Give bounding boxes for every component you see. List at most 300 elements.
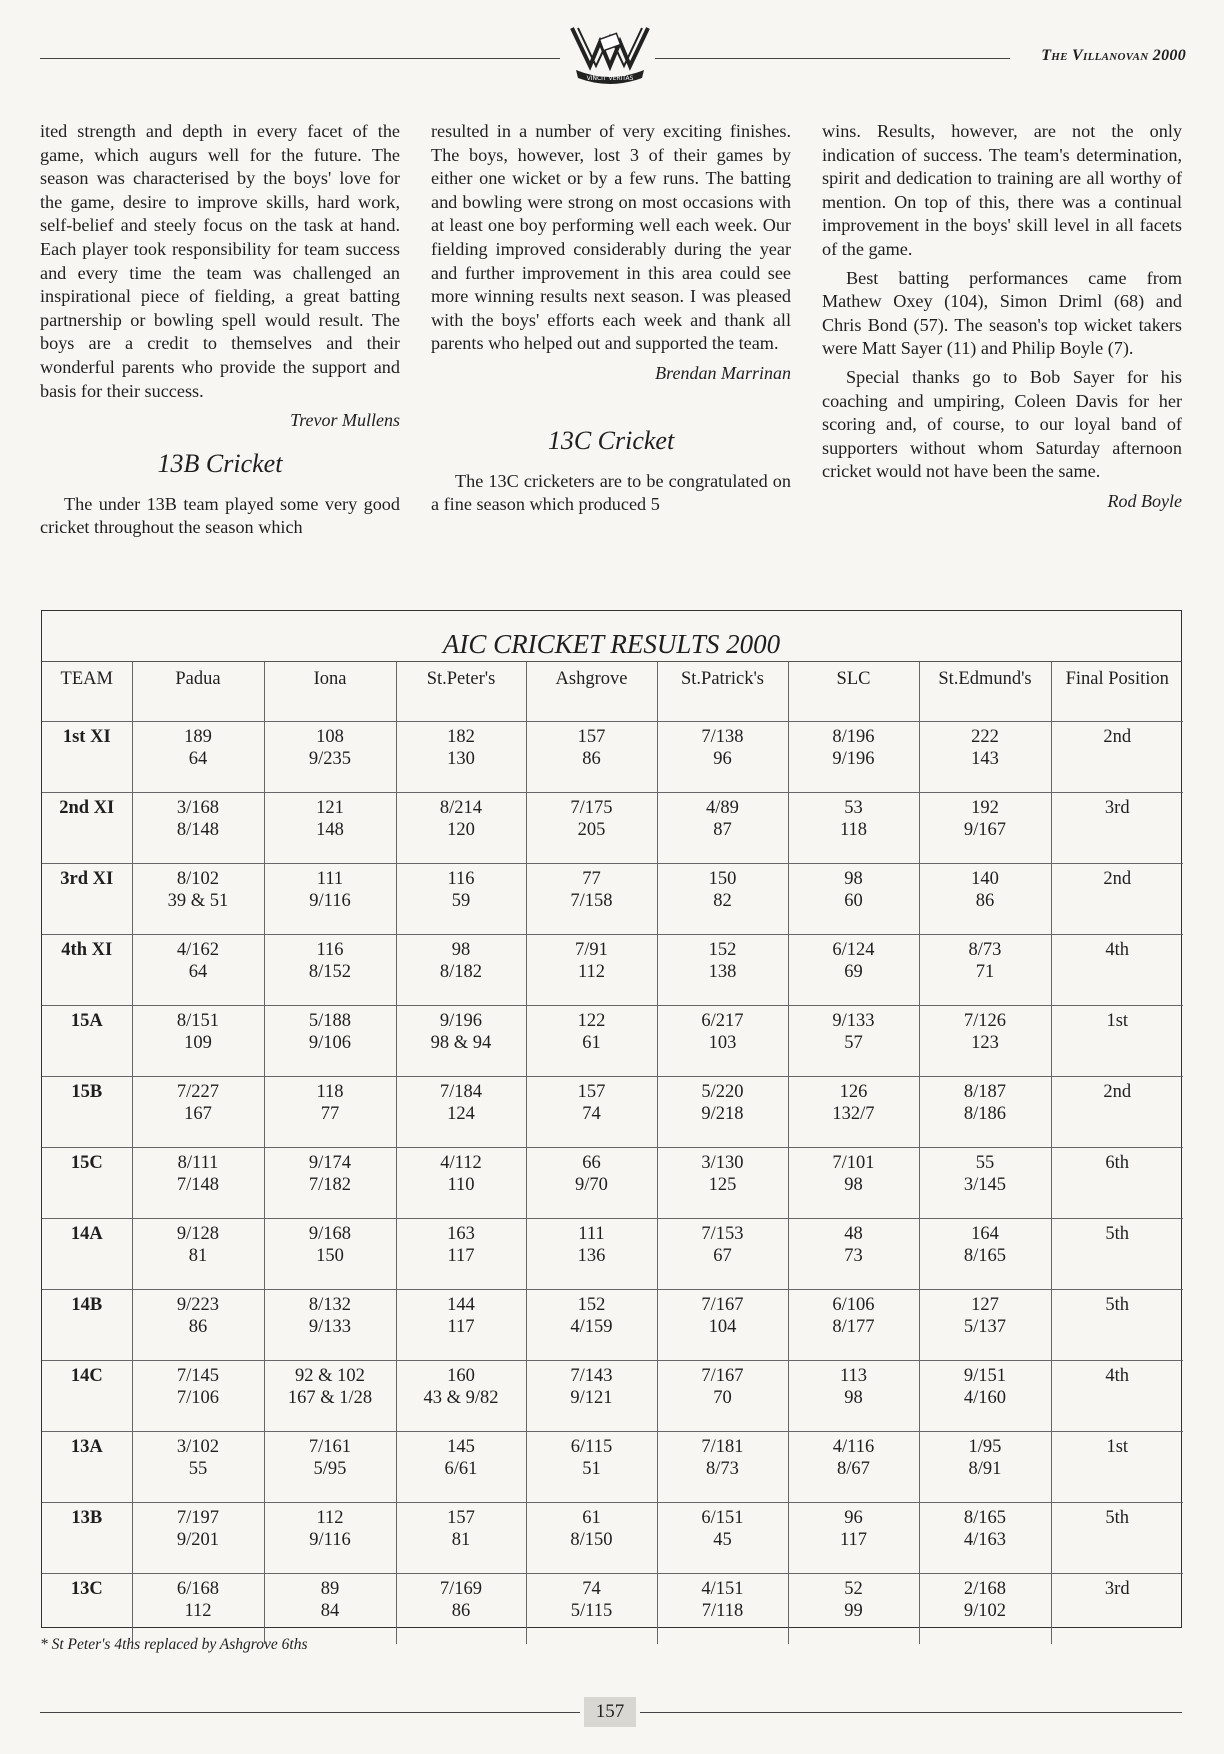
author-brendan-marrinan: Brendan Marrinan <box>655 362 791 383</box>
score-cell <box>526 1432 657 1503</box>
first-innings-score: 98 <box>844 869 863 889</box>
second-innings-score: 148 <box>316 820 344 840</box>
team-name-cell: 13B <box>42 1503 132 1574</box>
header-ashgrove: Ashgrove <box>526 662 657 722</box>
score-cell <box>919 1006 1051 1077</box>
first-innings-score: 7/126 <box>963 1011 1007 1031</box>
first-innings-score: 6/115 <box>570 1437 613 1457</box>
first-innings-score: 53 <box>844 798 863 818</box>
first-innings-score: 7/167 <box>701 1295 744 1315</box>
first-innings-score: 4/112 <box>440 1153 482 1173</box>
second-innings-score: 123 <box>971 1033 999 1053</box>
second-innings-score: 130 <box>447 749 475 769</box>
second-innings-score: 4/160 <box>963 1388 1007 1408</box>
second-innings-score: 39 & 51 <box>167 891 229 911</box>
score-cell <box>264 1361 396 1432</box>
page-number: 157 <box>584 1697 636 1727</box>
score-cell <box>132 1361 264 1432</box>
header-iona: Iona <box>264 662 396 722</box>
second-innings-score: 96 <box>713 749 732 769</box>
first-innings-score: 5/220 <box>701 1082 744 1102</box>
second-innings-score: 143 <box>971 749 999 769</box>
final-position-cell: 1st <box>1051 1006 1183 1077</box>
first-innings-score: 152 <box>708 940 737 960</box>
second-innings-score: 9/196 <box>832 749 875 769</box>
first-innings-score: 222 <box>971 727 999 747</box>
second-innings-score: 9/121 <box>570 1388 613 1408</box>
col3-paragraph-1: wins. Results, however, are not the only indication of success. The team's determination, spirit and dedication to training are all worthy of mention. On top of this, there was a continual improvement in the boys' skill level in all facets of the game. <box>822 121 1182 259</box>
score-cell <box>132 1503 264 1574</box>
score-cell <box>132 793 264 864</box>
first-innings-score: 52 <box>844 1579 863 1599</box>
first-innings-score: 5/188 <box>308 1011 352 1031</box>
score-cell <box>264 722 396 793</box>
first-innings-score: 144 <box>447 1295 475 1315</box>
score-cell <box>526 1006 657 1077</box>
author-trevor-mullens: Trevor Mullens <box>290 410 400 431</box>
first-innings-score: 4/151 <box>701 1579 744 1599</box>
first-innings-score: 55 <box>975 1153 995 1173</box>
first-innings-score: 157 <box>577 727 606 747</box>
first-innings-score: 7/145 <box>176 1366 220 1386</box>
second-innings-score: 8/91 <box>968 1459 1002 1479</box>
score-cell <box>396 1432 526 1503</box>
header-st-edmunds: St.Edmund's <box>919 662 1051 722</box>
first-innings-score: 9/223 <box>176 1295 220 1315</box>
score-cell <box>788 1290 919 1361</box>
score-cell <box>264 864 396 935</box>
first-innings-score: 152 <box>577 1295 606 1315</box>
col1-paragraph-2: The under 13B team played some very good cricket throughout the season which <box>40 493 400 538</box>
second-innings-score: 8/150 <box>570 1530 613 1550</box>
team-name-cell: 3rd XI <box>42 864 132 935</box>
second-innings-score: 7/158 <box>570 891 613 911</box>
first-innings-score: 150 <box>708 869 737 889</box>
second-innings-score: 5/137 <box>963 1317 1007 1337</box>
second-innings-score: 82 <box>713 891 732 911</box>
first-innings-score: 118 <box>316 1082 344 1102</box>
header-rule-right <box>655 58 1010 59</box>
second-innings-score: 103 <box>708 1033 737 1053</box>
second-innings-score: 8/177 <box>832 1317 875 1337</box>
second-innings-score: 64 <box>188 962 208 982</box>
score-cell <box>919 864 1051 935</box>
second-innings-score: 9/70 <box>575 1175 608 1195</box>
second-innings-score: 9/235 <box>308 749 352 769</box>
first-innings-score: 7/153 <box>701 1224 744 1244</box>
first-innings-score: 157 <box>447 1508 475 1528</box>
score-cell <box>526 935 657 1006</box>
second-innings-score: 59 <box>451 891 471 911</box>
table-row <box>42 722 1183 793</box>
first-innings-score: 160 <box>447 1366 475 1386</box>
second-innings-score: 120 <box>447 820 475 840</box>
table-footnote: * St Peter's 4ths replaced by Ashgrove 6ths <box>40 1636 308 1653</box>
second-innings-score: 9/106 <box>308 1033 352 1053</box>
second-innings-score: 125 <box>708 1175 737 1195</box>
first-innings-score: 6/124 <box>832 940 875 960</box>
running-title-publication: The Villanovan <box>1041 47 1149 64</box>
score-cell <box>657 1077 788 1148</box>
score-cell <box>788 1077 919 1148</box>
first-innings-score: 7/143 <box>570 1366 613 1386</box>
second-innings-score: 117 <box>447 1246 475 1266</box>
first-innings-score: 9/133 <box>832 1011 875 1031</box>
first-innings-score: 7/184 <box>439 1082 483 1102</box>
score-cell <box>657 935 788 1006</box>
final-position-cell: 6th <box>1051 1148 1183 1219</box>
first-innings-score: 9/174 <box>308 1153 352 1173</box>
score-cell <box>264 1290 396 1361</box>
score-cell <box>919 1361 1051 1432</box>
team-name-cell: 4th XI <box>42 935 132 1006</box>
team-name-cell: 15A <box>42 1006 132 1077</box>
second-innings-score: 67 <box>713 1246 732 1266</box>
second-innings-score: 5/115 <box>570 1601 613 1621</box>
score-cell <box>264 1503 396 1574</box>
second-innings-score: 205 <box>577 820 606 840</box>
first-innings-score: 96 <box>844 1508 863 1528</box>
score-cell <box>657 1361 788 1432</box>
second-innings-score: 124 <box>447 1104 475 1124</box>
score-cell <box>788 1148 919 1219</box>
second-innings-score: 57 <box>844 1033 863 1053</box>
first-innings-score: 7/167 <box>701 1366 744 1386</box>
score-cell <box>132 722 264 793</box>
first-innings-score: 113 <box>839 1366 868 1386</box>
score-cell <box>264 935 396 1006</box>
first-innings-score: 111 <box>316 869 344 889</box>
second-innings-score: 110 <box>447 1175 475 1195</box>
score-cell <box>396 1148 526 1219</box>
results-table <box>42 662 1183 1644</box>
team-name-cell: 2nd XI <box>42 793 132 864</box>
footer-rule-left <box>40 1712 580 1713</box>
header-final-position: Final Position <box>1051 662 1183 722</box>
second-innings-score: 5/95 <box>313 1459 347 1479</box>
second-innings-score: 77 <box>320 1104 340 1124</box>
first-innings-score: 7/161 <box>308 1437 352 1457</box>
score-cell <box>264 1432 396 1503</box>
score-cell <box>657 1574 788 1645</box>
score-cell <box>657 1432 788 1503</box>
first-innings-score: 8/73 <box>968 940 1002 960</box>
second-innings-score: 4/163 <box>963 1530 1007 1550</box>
table-row <box>42 935 1183 1006</box>
second-innings-score: 3/145 <box>963 1175 1007 1195</box>
second-innings-score: 104 <box>708 1317 737 1337</box>
score-cell <box>919 1290 1051 1361</box>
second-innings-score: 98 <box>844 1388 863 1408</box>
col3-paragraph-2: Best batting performances came from Mathew Oxey (104), Simon Driml (68) and Chris Bond (57). The season's top wicket takers were Matt Sayer (11) and Philip Boyle (7). <box>822 267 1182 359</box>
second-innings-score: 132/7 <box>832 1104 875 1124</box>
team-name-cell: 14B <box>42 1290 132 1361</box>
score-cell <box>919 793 1051 864</box>
first-innings-score: 8/132 <box>308 1295 352 1315</box>
score-cell <box>264 1148 396 1219</box>
aic-cricket-results-box <box>41 610 1182 1628</box>
author-rod-boyle: Rod Boyle <box>1107 490 1182 511</box>
final-position-cell: 4th <box>1051 935 1183 1006</box>
score-cell <box>526 864 657 935</box>
score-cell <box>919 1219 1051 1290</box>
score-cell <box>132 1077 264 1148</box>
first-innings-score: 192 <box>971 798 999 818</box>
table-row <box>42 1503 1183 1574</box>
second-innings-score: 112 <box>577 962 606 982</box>
team-name-cell: 14A <box>42 1219 132 1290</box>
score-cell <box>396 1574 526 1645</box>
heading-13b-cricket: 13B Cricket <box>157 448 283 478</box>
table-row <box>42 1219 1183 1290</box>
first-innings-score: 8/196 <box>832 727 875 747</box>
first-innings-score: 1/95 <box>968 1437 1002 1457</box>
second-innings-score: 9/133 <box>308 1317 352 1337</box>
first-innings-score: 6/168 <box>176 1579 220 1599</box>
second-innings-score: 7/118 <box>701 1601 744 1621</box>
second-innings-score: 86 <box>188 1317 208 1337</box>
second-innings-score: 8/186 <box>963 1104 1007 1124</box>
score-cell <box>919 1503 1051 1574</box>
score-cell <box>788 864 919 935</box>
second-innings-score: 167 & 1/28 <box>287 1388 373 1408</box>
first-innings-score: 61 <box>582 1508 601 1528</box>
score-cell <box>526 1361 657 1432</box>
score-cell <box>526 1219 657 1290</box>
score-cell <box>919 1574 1051 1645</box>
second-innings-score: 81 <box>451 1530 471 1550</box>
first-innings-score: 121 <box>316 798 344 818</box>
first-innings-score: 189 <box>184 727 212 747</box>
second-innings-score: 8/73 <box>706 1459 739 1479</box>
results-table-title: AIC CRICKET RESULTS 2000 <box>42 611 1181 662</box>
first-innings-score: 66 <box>582 1153 601 1173</box>
first-innings-score: 157 <box>577 1082 606 1102</box>
first-innings-score: 182 <box>447 727 475 747</box>
team-name-cell: 1st XI <box>42 722 132 793</box>
school-crest-logo <box>568 22 652 88</box>
score-cell <box>396 1006 526 1077</box>
final-position-cell: 2nd <box>1051 1077 1183 1148</box>
score-cell <box>657 1006 788 1077</box>
header-rule-left <box>40 58 560 59</box>
text-column-3 <box>822 120 1182 528</box>
score-cell <box>788 722 919 793</box>
second-innings-score: 73 <box>844 1246 863 1266</box>
score-cell <box>396 1077 526 1148</box>
first-innings-score: 7/197 <box>176 1508 220 1528</box>
first-innings-score: 140 <box>971 869 999 889</box>
first-innings-score: 89 <box>320 1579 340 1599</box>
score-cell <box>396 1290 526 1361</box>
second-innings-score: 118 <box>839 820 868 840</box>
first-innings-score: 48 <box>844 1224 863 1244</box>
first-innings-score: 111 <box>578 1224 605 1244</box>
score-cell <box>396 935 526 1006</box>
first-innings-score: 8/151 <box>176 1011 220 1031</box>
final-position-cell: 3rd <box>1051 793 1183 864</box>
header-team: TEAM <box>42 662 132 722</box>
score-cell <box>264 1077 396 1148</box>
final-position-cell: 2nd <box>1051 722 1183 793</box>
score-cell <box>919 722 1051 793</box>
second-innings-score: 150 <box>316 1246 344 1266</box>
final-position-cell: 5th <box>1051 1503 1183 1574</box>
header-st-patricks: St.Patrick's <box>657 662 788 722</box>
second-innings-score: 7/182 <box>308 1175 352 1195</box>
first-innings-score: 3/168 <box>176 798 220 818</box>
score-cell <box>396 1503 526 1574</box>
first-innings-score: 9/168 <box>308 1224 352 1244</box>
second-innings-score: 98 & 94 <box>430 1033 492 1053</box>
team-name-cell: 15C <box>42 1148 132 1219</box>
first-innings-score: 7/101 <box>832 1153 875 1173</box>
second-innings-score: 86 <box>451 1601 471 1621</box>
second-innings-score: 9/167 <box>963 820 1007 840</box>
score-cell <box>526 1077 657 1148</box>
first-innings-score: 163 <box>447 1224 475 1244</box>
first-innings-score: 164 <box>971 1224 999 1244</box>
score-cell <box>657 1503 788 1574</box>
score-cell <box>526 1574 657 1645</box>
second-innings-score: 69 <box>844 962 863 982</box>
second-innings-score: 86 <box>975 891 995 911</box>
score-cell <box>396 793 526 864</box>
table-row <box>42 1432 1183 1503</box>
first-innings-score: 7/138 <box>701 727 744 747</box>
score-cell <box>788 1006 919 1077</box>
second-innings-score: 81 <box>188 1246 208 1266</box>
heading-13c-cricket: 13C Cricket <box>547 425 675 455</box>
header-st-peters: St.Peter's <box>396 662 526 722</box>
col3-paragraph-3: Special thanks go to Bob Sayer for his coaching and umpiring, Coleen Davis for her scoring and, of course, to our loyal band of supporters without whom Saturday afternoon cricket would not have been the same. <box>822 366 1182 482</box>
team-name-cell: 15B <box>42 1077 132 1148</box>
header-padua: Padua <box>132 662 264 722</box>
score-cell <box>264 1006 396 1077</box>
text-column-1 <box>40 120 400 545</box>
table-row <box>42 1290 1183 1361</box>
col2-paragraph-2: The 13C cricketers are to be congratulated on a fine season which produced 5 <box>431 470 791 515</box>
score-cell <box>657 1219 788 1290</box>
second-innings-score: 9/102 <box>963 1601 1007 1621</box>
team-name-cell: 14C <box>42 1361 132 1432</box>
score-cell <box>526 1503 657 1574</box>
running-title <box>1041 47 1186 65</box>
table-row <box>42 1006 1183 1077</box>
score-cell <box>657 1290 788 1361</box>
running-title-year: 2000 <box>1152 47 1186 64</box>
final-position-cell: 5th <box>1051 1219 1183 1290</box>
first-innings-score: 7/181 <box>701 1437 744 1457</box>
score-cell <box>788 1574 919 1645</box>
final-position-cell: 2nd <box>1051 864 1183 935</box>
final-position-cell: 4th <box>1051 1361 1183 1432</box>
team-name-cell: 13A <box>42 1432 132 1503</box>
score-cell <box>132 1290 264 1361</box>
score-cell <box>788 1432 919 1503</box>
first-innings-score: 4/89 <box>706 798 739 818</box>
first-innings-score: 3/130 <box>701 1153 744 1173</box>
score-cell <box>264 1219 396 1290</box>
second-innings-score: 7/148 <box>176 1175 220 1195</box>
score-cell <box>919 935 1051 1006</box>
score-cell <box>396 864 526 935</box>
table-row <box>42 793 1183 864</box>
first-innings-score: 116 <box>316 940 344 960</box>
score-cell <box>132 935 264 1006</box>
first-innings-score: 2/168 <box>963 1579 1007 1599</box>
first-innings-score: 8/102 <box>176 869 220 889</box>
second-innings-score: 70 <box>713 1388 732 1408</box>
final-position-cell: 5th <box>1051 1290 1183 1361</box>
results-header-row <box>42 662 1183 722</box>
first-innings-score: 8/111 <box>177 1153 219 1173</box>
score-cell <box>788 935 919 1006</box>
score-cell <box>919 1077 1051 1148</box>
second-innings-score: 99 <box>844 1601 863 1621</box>
score-cell <box>526 1148 657 1219</box>
table-row <box>42 1361 1183 1432</box>
first-innings-score: 8/165 <box>963 1508 1007 1528</box>
table-row <box>42 1077 1183 1148</box>
first-innings-score: 6/151 <box>701 1508 744 1528</box>
second-innings-score: 138 <box>708 962 737 982</box>
first-innings-score: 6/106 <box>832 1295 875 1315</box>
score-cell <box>657 1148 788 1219</box>
team-name-cell: 13C <box>42 1574 132 1645</box>
second-innings-score: 43 & 9/82 <box>423 1388 499 1408</box>
second-innings-score: 8/152 <box>308 962 352 982</box>
first-innings-score: 145 <box>447 1437 475 1457</box>
second-innings-score: 71 <box>975 962 995 982</box>
second-innings-score: 117 <box>839 1530 868 1550</box>
score-cell <box>132 1432 264 1503</box>
first-innings-score: 112 <box>316 1508 344 1528</box>
first-innings-score: 126 <box>839 1082 868 1102</box>
svg-text:VINCIT VERITAS: VINCIT VERITAS <box>586 75 634 82</box>
first-innings-score: 77 <box>582 869 601 889</box>
second-innings-score: 9/116 <box>309 1530 351 1550</box>
score-cell <box>132 1219 264 1290</box>
first-innings-score: 116 <box>447 869 475 889</box>
second-innings-score: 98 <box>844 1175 863 1195</box>
score-cell <box>657 864 788 935</box>
score-cell <box>526 1290 657 1361</box>
col2-paragraph-1: resulted in a number of very exciting finishes. The boys, however, lost 3 of their games by either one wicket or by a few runs. The batting and bowling were strong on most occasions with at least one boy performing well each week. Our fielding improved considerably during the year and further improvement in this area could see more winning results next season. I was pleased with the boys' efforts each week and thank all parents who helped out and supported the team. <box>431 121 791 354</box>
score-cell <box>396 1361 526 1432</box>
score-cell <box>919 1432 1051 1503</box>
final-position-cell: 1st <box>1051 1432 1183 1503</box>
final-position-cell: 3rd <box>1051 1574 1183 1645</box>
first-innings-score: 7/91 <box>575 940 608 960</box>
second-innings-score: 55 <box>188 1459 208 1479</box>
second-innings-score: 8/165 <box>963 1246 1007 1266</box>
second-innings-score: 8/148 <box>176 820 220 840</box>
first-innings-score: 74 <box>582 1579 601 1599</box>
second-innings-score: 9/218 <box>701 1104 744 1124</box>
score-cell <box>657 793 788 864</box>
second-innings-score: 8/67 <box>837 1459 870 1479</box>
first-innings-score: 122 <box>577 1011 606 1031</box>
second-innings-score: 86 <box>582 749 601 769</box>
score-cell <box>264 1574 396 1645</box>
first-innings-score: 7/169 <box>439 1579 483 1599</box>
second-innings-score: 61 <box>582 1033 601 1053</box>
second-innings-score: 4/159 <box>570 1317 613 1337</box>
second-innings-score: 45 <box>713 1530 732 1550</box>
first-innings-score: 9/196 <box>439 1011 483 1031</box>
first-innings-score: 8/187 <box>963 1082 1007 1102</box>
